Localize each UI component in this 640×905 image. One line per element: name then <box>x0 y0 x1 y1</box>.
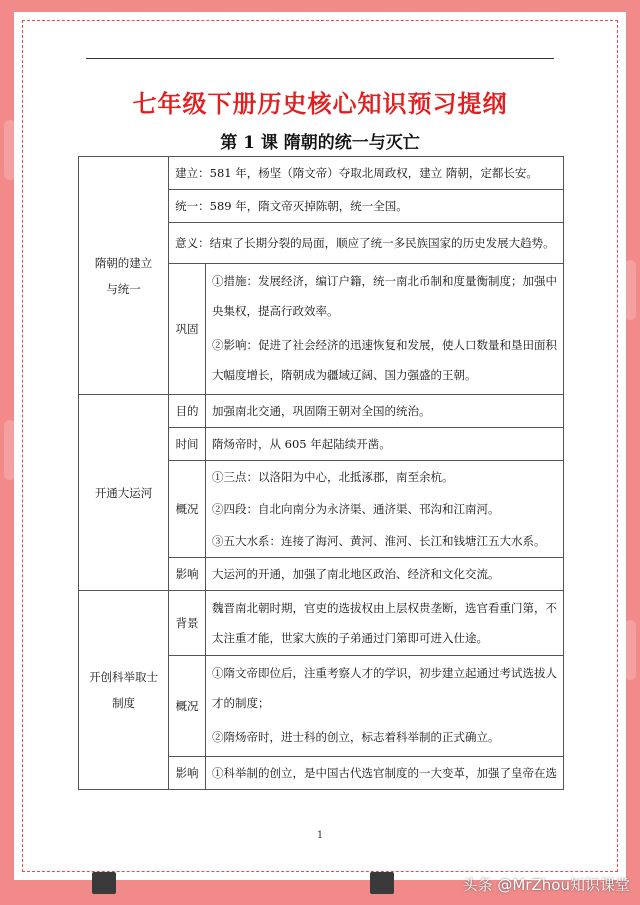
outline-table <box>78 156 564 790</box>
row-label: 巩固 <box>169 264 206 395</box>
table-row <box>79 157 564 190</box>
row-detail: ①隋文帝即位后，注重考察人才的学识，初步建立起通过考试选拔人才的制度； ②隋炀帝时，进士科的创立，标志着科举制的正式确立。 <box>206 656 564 757</box>
row-text: 统一：589 年，隋文帝灭掉陈朝，统一全国。 <box>169 190 564 223</box>
page-number: 1 <box>316 830 324 841</box>
lesson-heading: 第 1 课 隋朝的统一与灭亡 <box>220 133 420 153</box>
row-detail: 大运河的开通，加强了南北地区政治、经济和文化交流。 <box>206 558 564 591</box>
section-topic-grand-canal: 开通大运河 <box>79 395 169 591</box>
row-text: 建立：581 年，杨坚（隋文帝）夺取北周政权，建立 隋朝，定都长安。 <box>169 157 564 190</box>
row-detail: 隋炀帝时，从 605 年起陆续开凿。 <box>206 428 564 461</box>
table-row <box>79 591 564 656</box>
document-page <box>14 12 626 880</box>
row-detail: ①三点：以洛阳为中心，北抵涿郡，南至余杭。 ②四段：自北向南分为永济渠、通济渠、邗沟和江南河。 ③五大水系：连接了海河、黄河、淮河、长江和钱塘江五大水系。 <box>206 461 564 558</box>
table-row <box>79 395 564 428</box>
row-detail: ①措施：发展经济，编订户籍，统一南北币制和度量衡制度；加强中央集权，提高行政效率。 ②影响：促进了社会经济的迅速恢复和发展，使人口数量和垦田面积大幅度增长，隋朝成为疆域辽阔、国力强盛的王朝。 <box>206 264 564 395</box>
row-label: 时间 <box>169 428 206 461</box>
watermark: 头条 @MrZhou知识课堂 <box>462 876 630 894</box>
section-topic-imperial-exam: 开创科举取士制度 <box>79 591 169 790</box>
decorative-foot <box>92 872 116 894</box>
row-detail: 魏晋南北朝时期，官吏的选拔权由上层权贵垄断，选官看重门第，不太注重才能，世家大族的子弟通过门第即可进入仕途。 <box>206 591 564 656</box>
row-label: 概况 <box>169 656 206 757</box>
row-label: 影响 <box>169 558 206 591</box>
decorative-foot <box>370 872 394 894</box>
row-label: 影响 <box>169 757 206 790</box>
row-detail: 加强南北交通，巩固隋王朝对全国的统治。 <box>206 395 564 428</box>
section-topic-sui-founding: 隋朝的建立与统一 <box>79 157 169 395</box>
row-label: 概况 <box>169 461 206 558</box>
document-title: 七年级下册历史核心知识预习提纲 <box>132 89 508 118</box>
row-label: 目的 <box>169 395 206 428</box>
row-label: 背景 <box>169 591 206 656</box>
top-rule <box>86 58 554 59</box>
row-detail: ①科举制的创立，是中国古代选官制度的一大变革，加强了皇帝在选 <box>206 757 564 790</box>
row-text: 意义：结束了长期分裂的局面，顺应了统一多民族国家的历史发展大趋势。 <box>169 223 564 264</box>
